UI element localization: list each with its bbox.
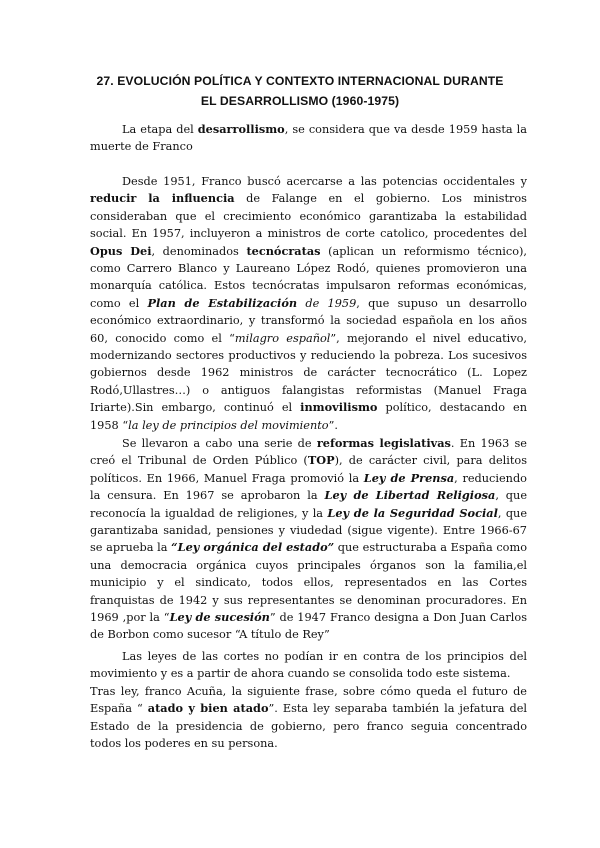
term-opus-dei: Opus Dei	[90, 243, 152, 258]
term-year-1959: de 1959	[297, 296, 357, 310]
text-run: ”.	[328, 418, 338, 432]
title-line-2: EL DESARROLLISMO (1960-1975)	[200, 94, 400, 108]
text-run: Se llevaron a cabo una serie de	[122, 437, 317, 450]
text-run: ” de 1947 Franco designa a Don Juan Carlos de Borbon como sucesor “A título de Rey”	[90, 611, 528, 642]
text-run: de Falange en el gobierno. Los ministros consideraban que el crecimiento económico garantizaba la estabilidad social. En 1957, incluyeron a ministros de corte catolico, procedentes del	[90, 192, 527, 241]
text-run: ”, mejorando el nivel educativo, modernizando sectores productivos y reduciendo la pobreza. Los sucesivos gobiernos desde 1962 ministros de carácter tecnocrático (L. Lopez Rodó,Ullastres…) o antiguos falangistas reformistas (Manuel Fraga Iriarte).Sin embargo, continuó el	[90, 331, 527, 415]
term-ley-libertad-religiosa: Ley de Libertad Religiosa	[324, 488, 496, 503]
text-run: . En 1963 se creó el Tribunal de Orden Público (	[90, 437, 527, 468]
text-run: (aplican un reformismo técnico), como Carrero Blanco y Laureano López Rodó, quienes promovieron una monarquía católica. Estos tecnócratas impulsaron reformas económicas, como el	[90, 244, 528, 310]
term-ley-sucesion: Ley de sucesión	[169, 610, 270, 625]
text-run: Desde 1951, Franco buscó acercarse a las potencias occidentales y	[122, 175, 527, 188]
paragraph-atado	[90, 683, 527, 753]
paragraph-tecnocratas	[90, 173, 527, 434]
term-reformas-legislativas: reformas legislativas	[316, 436, 451, 450]
text-run: Tras ley, franco Acuña, la siguiente frase, sobre cómo queda el futuro de España “	[90, 685, 527, 716]
paragraph-leyes-cortes	[90, 648, 527, 683]
text-run: político, destacando en 1958 “	[90, 401, 527, 432]
term-atado-bien-atado: atado y bien atado	[147, 701, 269, 716]
term-ley-organica-estado: “Ley orgánica del estado”	[171, 540, 335, 555]
term-desarrollismo: desarrollismo	[197, 122, 285, 136]
term-milagro-espanol: milagro español	[234, 331, 331, 345]
term-inmovilismo: inmovilismo	[300, 400, 378, 415]
text-run: , denominados	[151, 244, 247, 258]
text-run: , se considera que va desde 1959 hasta la muerte de Franco	[90, 123, 527, 154]
page-title	[60, 71, 540, 111]
term-ley-seguridad-social: Ley de la Seguridad Social	[327, 505, 498, 520]
text-run: que estructuraba a España como una democracia orgánica cuyos principales órganos son la familia,el municipio y el sindicato, todos ellos, representados en las Cortes franquistas de 1942 y sus representantes se denominan procuradores. En 1969 ,por la “	[90, 541, 527, 625]
title-line-1: 27. EVOLUCIÓN POLÍTICA Y CONTEXTO INTERNACIONAL DURANTE	[96, 74, 504, 88]
paragraph-reformas	[90, 435, 527, 644]
text-run: , que garantizaba sanidad, pensiones y viudedad (sigue vigente). Entre 1966-67 se aprueba la	[90, 506, 528, 555]
term-ley-principios: la ley de principios del movimiento	[128, 418, 329, 432]
paragraph-intro	[90, 121, 527, 156]
term-plan-estabilizacion: Plan de Estabilización	[147, 295, 298, 310]
term-top: TOP	[307, 453, 335, 468]
text-run: ), de carácter civil, para delitos políticos. En 1966, Manuel Fraga promovió la	[90, 454, 527, 485]
term-ley-prensa: Ley de Prensa	[363, 470, 455, 485]
text-run: , que reconocía la igualdad de religiones, y la	[90, 489, 528, 520]
text-run: Las leyes de las cortes no podían ir en contra de los principios del movimiento y es a partir de ahora cuando se consolida todo este sistema.	[90, 650, 527, 681]
text-run: , que supuso un desarrollo económico extraordinario, y transformó la sociedad española en los años 60, conocido como el “	[90, 296, 527, 345]
text-run: , reduciendo la censura. En 1967 se aprobaron la	[90, 471, 527, 503]
text-run: ”. Esta ley separaba también la jefatura del Estado de la presidencia de gobierno, pero franco seguia concentrado todos los poderes en su persona.	[90, 702, 527, 751]
term-tecnocratas: tecnócratas	[246, 243, 321, 258]
text-run: La etapa del	[122, 123, 198, 136]
term-reducir-influencia: reducir la influencia	[90, 191, 235, 206]
